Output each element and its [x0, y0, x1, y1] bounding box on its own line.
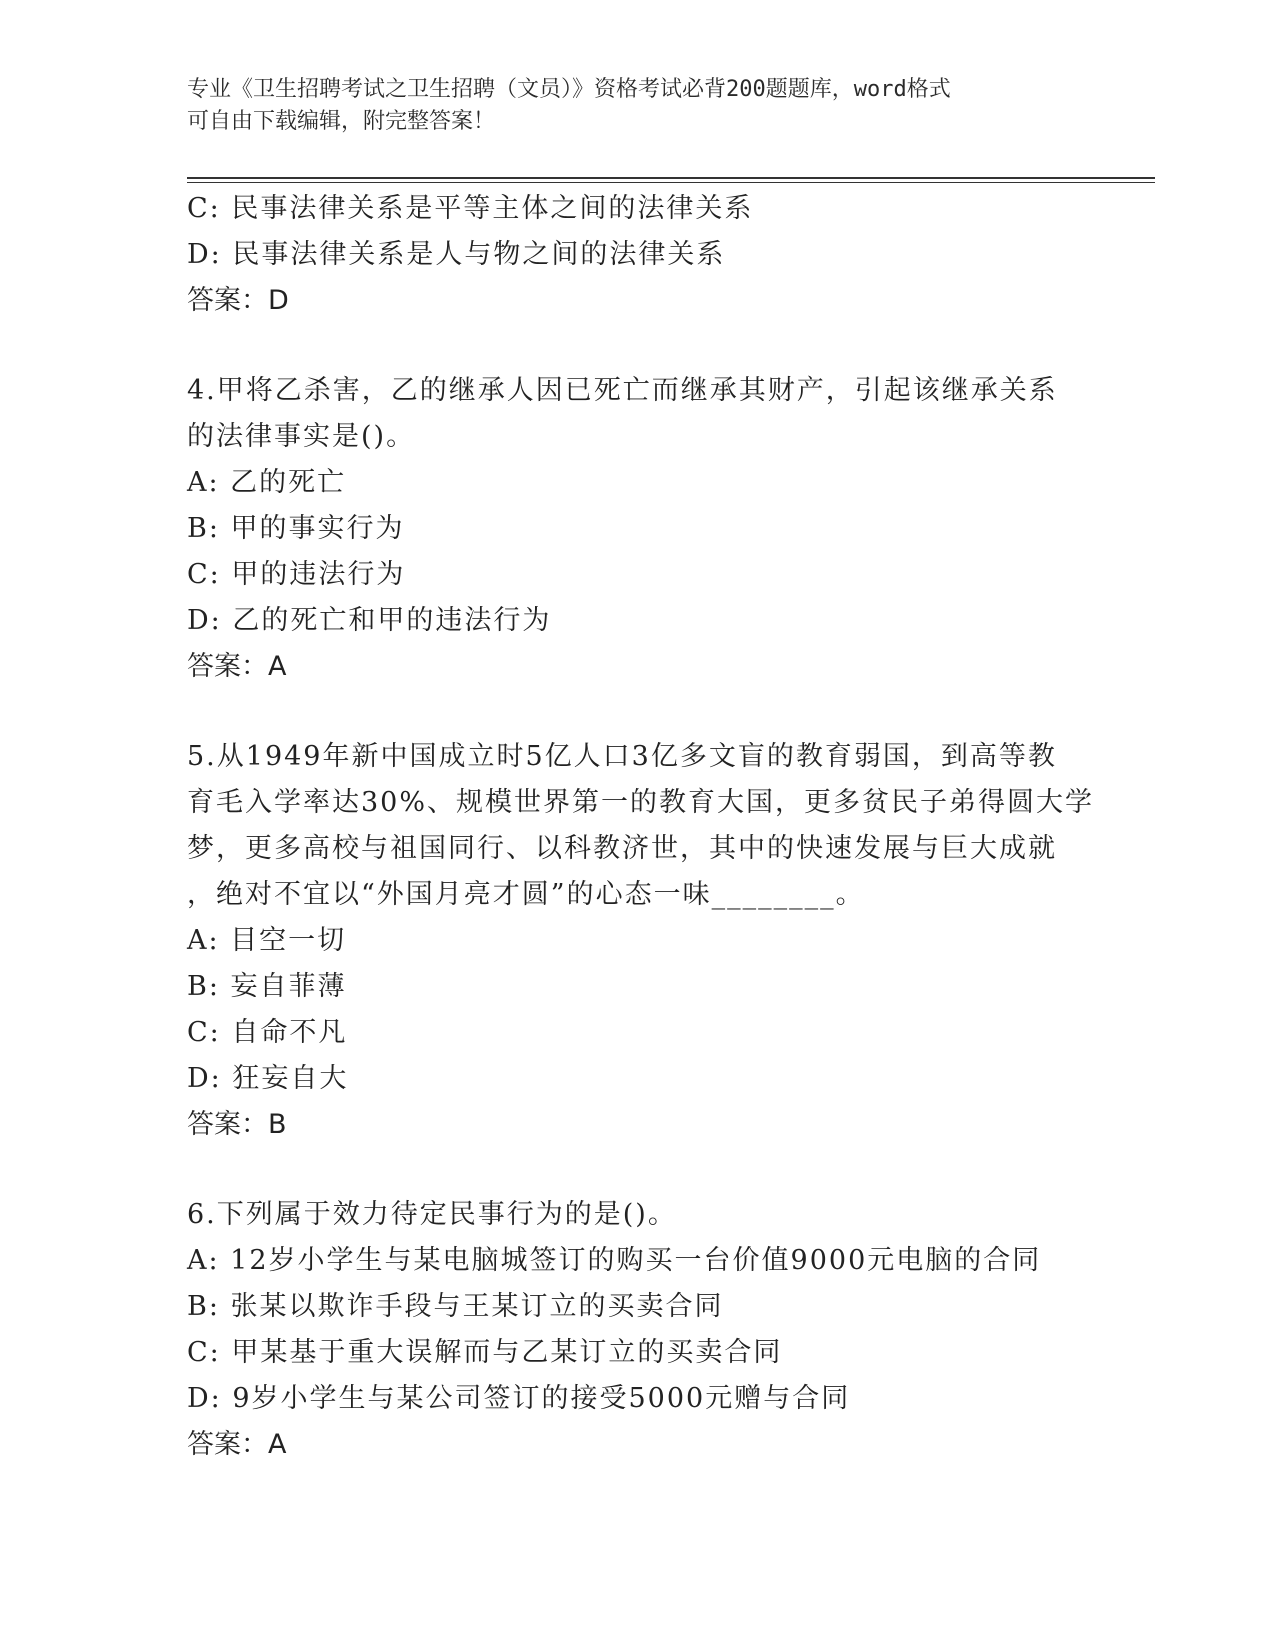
- option-c: C: 甲的违法行为: [187, 559, 406, 590]
- option-b: B: 妄自菲薄: [187, 971, 347, 1002]
- option-d: D: 民事法律关系是人与物之间的法律关系: [187, 239, 726, 270]
- header-divider-thin: [187, 182, 1155, 183]
- header-divider-thick: [187, 177, 1155, 179]
- question-stem-line: 5.从1949年新中国成立时5亿人口3亿多文盲的教育弱国，到高等教: [187, 741, 1057, 772]
- option-b: B: 甲的事实行为: [187, 513, 405, 544]
- option-d: D: 狂妄自大: [187, 1063, 349, 1094]
- question-4: [187, 368, 1087, 690]
- option-d: D: 乙的死亡和甲的违法行为: [187, 605, 552, 636]
- option-a: A: 乙的死亡: [187, 467, 347, 498]
- question-6: [187, 1192, 1087, 1468]
- document-header: [187, 74, 1087, 138]
- option-d: D: 9岁小学生与某公司签订的接受5000元赠与合同: [187, 1383, 851, 1414]
- option-c: C: 民事法律关系是平等主体之间的法律关系: [187, 193, 754, 224]
- answer-label: 答案：D: [187, 285, 289, 316]
- answer-label: 答案：A: [187, 1429, 287, 1460]
- question-stem-line: ，绝对不宜以“外国月亮才圆”的心态一味________。: [187, 879, 865, 910]
- header-line-1: 专业《卫生招聘考试之卫生招聘（文员）》资格考试必背200题题库，word格式: [187, 77, 951, 102]
- option-a: A: 12岁小学生与某电脑城签订的购买一台价值9000元电脑的合同: [187, 1245, 1042, 1276]
- option-a: A: 目空一切: [187, 925, 347, 956]
- answer-label: 答案：B: [187, 1109, 287, 1140]
- question-stem-line: 梦，更多高校与祖国同行、以科教济世，其中的快速发展与巨大成就: [187, 833, 1057, 864]
- option-b: B: 张某以欺诈手段与王某订立的买卖合同: [187, 1291, 724, 1322]
- answer-label: 答案：A: [187, 651, 287, 682]
- question-stem-line: 6.下列属于效力待定民事行为的是()。: [187, 1199, 677, 1230]
- question-stem-line: 4.甲将乙杀害，乙的继承人因已死亡而继承其财产，引起该继承关系: [187, 375, 1058, 406]
- option-c: C: 甲某基于重大误解而与乙某订立的买卖合同: [187, 1337, 783, 1368]
- question-3-continued: [187, 186, 1087, 324]
- option-c: C: 自命不凡: [187, 1017, 348, 1048]
- question-stem-line: 的法律事实是()。: [187, 421, 416, 452]
- header-line-2: 可自由下载编辑，附完整答案！: [187, 109, 496, 134]
- question-5: [187, 734, 1095, 1148]
- question-list: [187, 186, 1095, 1468]
- question-stem-line: 育毛入学率达30%、规模世界第一的教育大国，更多贫民子弟得圆大学: [187, 787, 1095, 818]
